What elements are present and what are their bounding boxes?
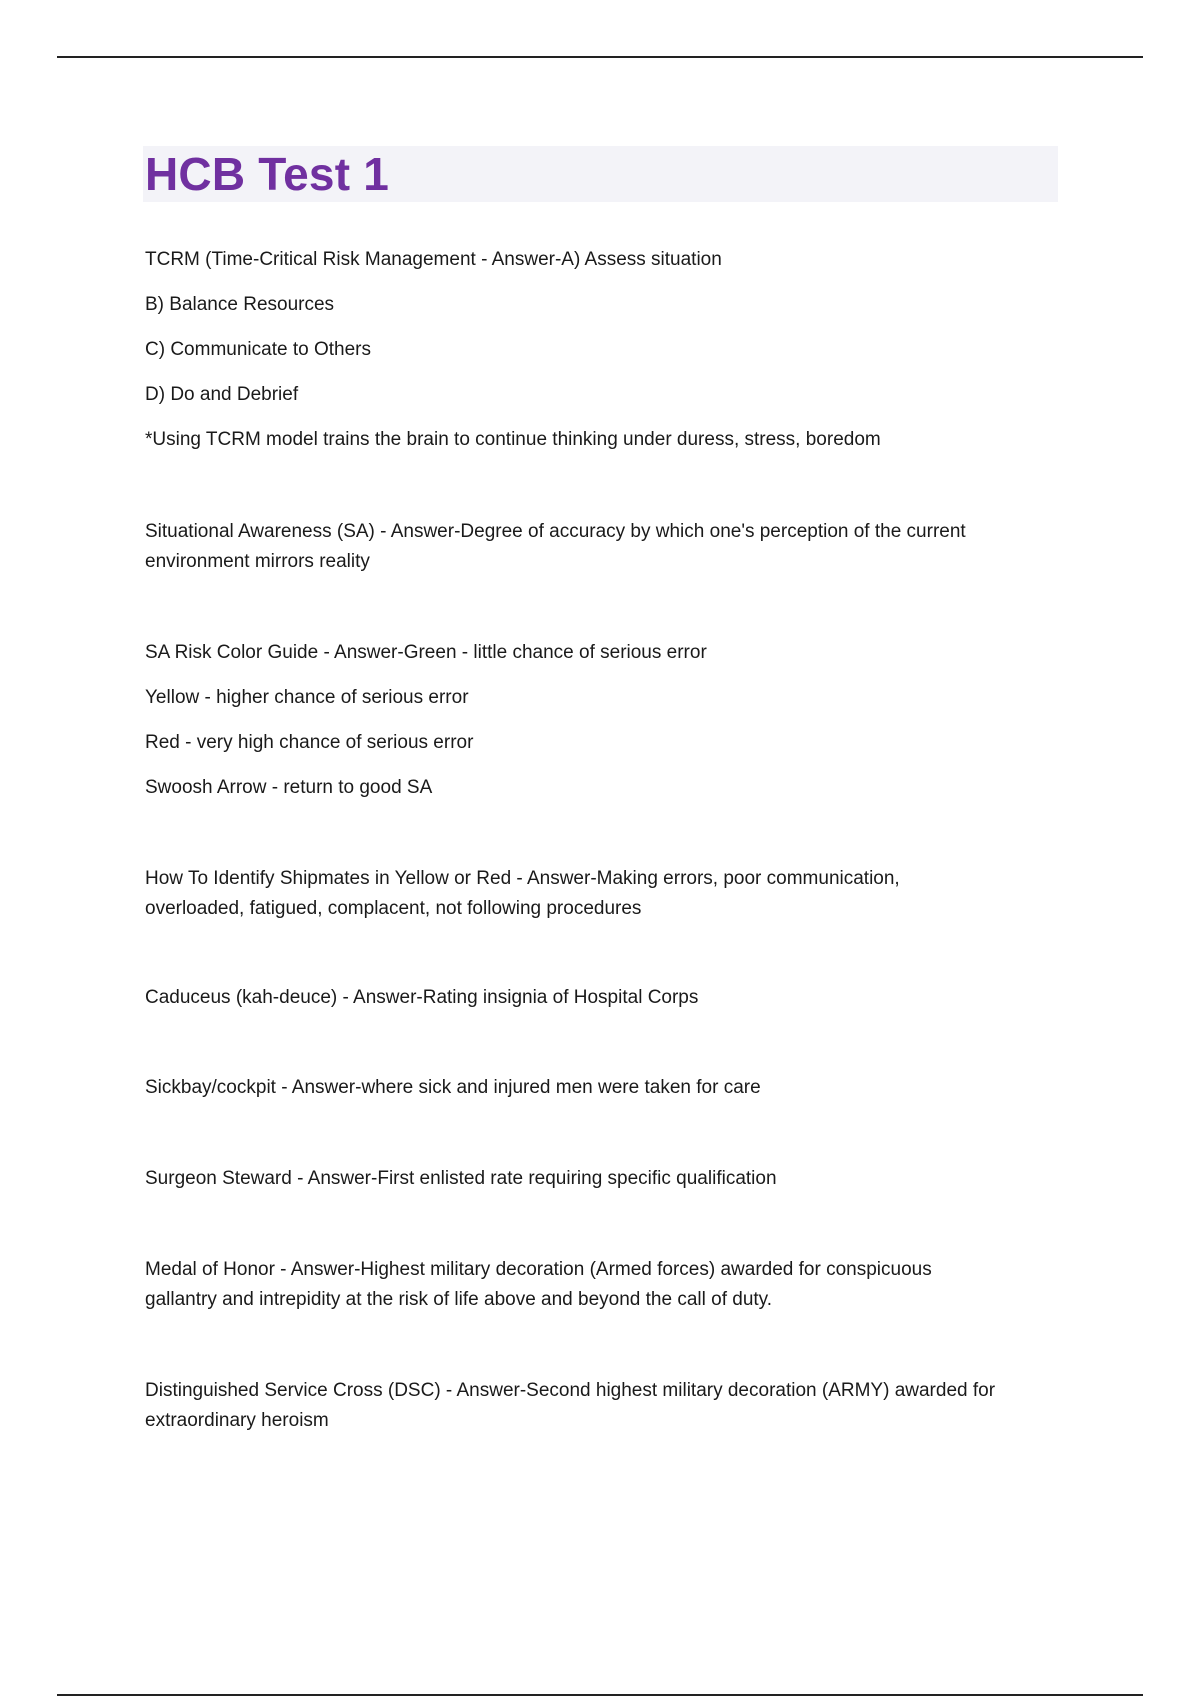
entry-line: C) Communicate to Others (145, 339, 371, 360)
entry-line: *Using TCRM model trains the brain to continue thinking under duress, stress, boredom (145, 429, 881, 450)
qa-entry-identify-shipmates (145, 864, 1060, 924)
entry-line: Surgeon Steward - Answer-First enlisted rate requiring specific qualification (145, 1168, 777, 1189)
qa-entry-caduceus (145, 983, 1060, 1013)
entry-line: TCRM (Time-Critical Risk Management - Answer-A) Assess situation (145, 249, 722, 270)
title-band (143, 146, 1058, 202)
entry-line: environment mirrors reality (145, 551, 370, 572)
entry-line: overloaded, fatigued, complacent, not following procedures (145, 898, 642, 919)
qa-entry-sa-risk-color-guide (145, 638, 1060, 803)
entry-line: Medal of Honor - Answer-Highest military decoration (Armed forces) awarded for conspicuous (145, 1259, 932, 1280)
entry-line: Distinguished Service Cross (DSC) - Answer-Second highest military decoration (ARMY) awarded for (145, 1380, 996, 1401)
qa-entry-medal-of-honor (145, 1255, 1060, 1315)
entry-line: B) Balance Resources (145, 294, 335, 315)
entry-line: gallantry and intrepidity at the risk of life above and beyond the call of duty. (145, 1289, 773, 1310)
entry-line: SA Risk Color Guide - Answer-Green - little chance of serious error (145, 642, 707, 663)
qa-entry-tcrm (145, 245, 1060, 455)
qa-entry-situational-awareness (145, 517, 1060, 577)
entry-line: Yellow - higher chance of serious error (145, 687, 469, 708)
entry-line: extraordinary heroism (145, 1410, 329, 1431)
entry-line: Caduceus (kah-deuce) - Answer-Rating insignia of Hospital Corps (145, 987, 699, 1008)
entry-line: Swoosh Arrow - return to good SA (145, 777, 433, 798)
entry-line: Red - very high chance of serious error (145, 732, 474, 753)
qa-entry-sickbay (145, 1073, 1060, 1103)
entry-line: Sickbay/cockpit - Answer-where sick and injured men were taken for care (145, 1077, 761, 1098)
qa-entry-distinguished-service-cross (145, 1376, 1060, 1436)
top-rule (57, 56, 1143, 58)
entry-line: How To Identify Shipmates in Yellow or Red - Answer-Making errors, poor communication, (145, 868, 900, 889)
entry-line: D) Do and Debrief (145, 384, 299, 405)
document-title: HCB Test 1 (145, 148, 389, 200)
entry-line: Situational Awareness (SA) - Answer-Degree of accuracy by which one's perception of the current (145, 521, 966, 542)
qa-entry-surgeon-steward (145, 1164, 1060, 1194)
bottom-rule (57, 1694, 1143, 1696)
